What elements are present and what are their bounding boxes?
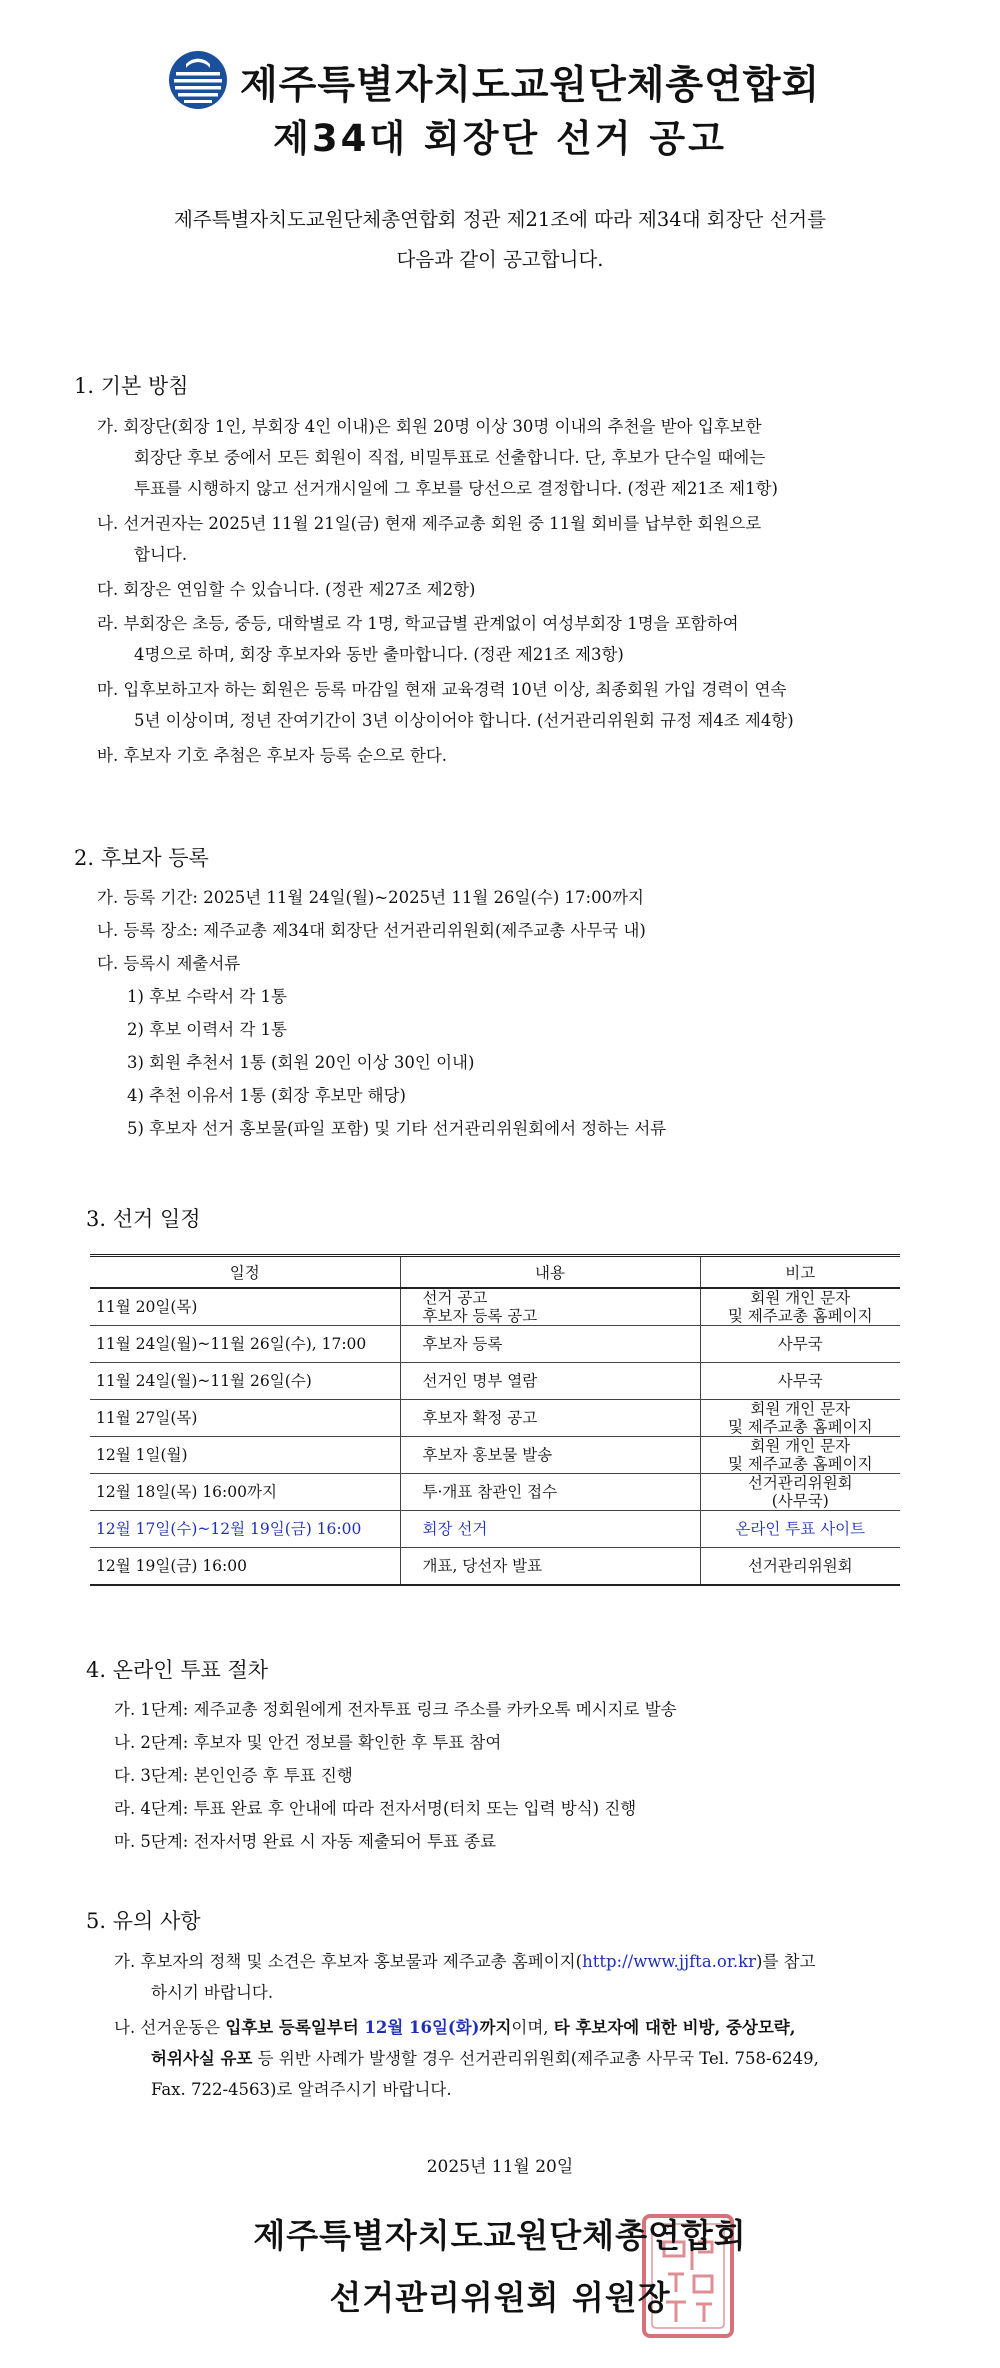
table-row	[90, 1474, 900, 1511]
notice-line	[114, 2014, 795, 2038]
schedule-note-line: 회원 개인 문자	[750, 1400, 851, 1418]
table-row	[90, 1326, 900, 1363]
table-header-row	[90, 1256, 900, 1289]
policy-line: 합니다.	[134, 545, 188, 564]
schedule-content	[400, 1326, 700, 1363]
schedule-note-line: 온라인 투표 사이트	[735, 1520, 866, 1538]
table-row	[90, 1400, 900, 1437]
org-title: 제주특별자치도교원단체총연합회	[240, 63, 821, 108]
notice-emphasis: 허위사실 유포	[151, 2049, 253, 2068]
notice-line	[114, 1948, 816, 1972]
schedule-content-line: 후보자 등록 공고	[422, 1307, 538, 1325]
notice-text: 나. 선거운동은	[114, 2018, 226, 2037]
schedule-note-line: 선거관리위원회	[747, 1557, 853, 1575]
notice-line	[151, 2045, 819, 2069]
schedule-date: 12월 19일(금) 16:00	[90, 1548, 400, 1586]
header	[0, 50, 1000, 160]
schedule-content-line: 선거 공고	[422, 1289, 488, 1307]
schedule-date: 11월 24일(월)~11월 26일(수)	[90, 1363, 400, 1400]
section-heading: 2. 후보자 등록	[74, 846, 209, 870]
column-header: 비고	[700, 1256, 900, 1289]
schedule-note-line: 선거관리위원회	[747, 1474, 853, 1492]
intro-line: 제주특별자치도교원단체총연합회 정관 제21조에 따라 제34대 회장단 선거를	[174, 208, 826, 231]
schedule-note	[700, 1400, 900, 1437]
notice-text: 가. 후보자의 정책 및 소견은 후보자 홍보물과 제주교총 홈페이지(	[114, 1952, 583, 1971]
table-row	[90, 1511, 900, 1548]
schedule-note	[700, 1437, 900, 1474]
schedule-content	[400, 1474, 700, 1511]
notice-text: )를 참고	[756, 1952, 816, 1971]
column-header: 내용	[400, 1256, 700, 1289]
voting-step: 다. 3단계: 본인인증 후 투표 진행	[114, 1766, 353, 1785]
federation-logo-icon	[168, 50, 228, 110]
policy-line: 나. 선거권자는 2025년 11월 21일(금) 현재 제주교총 회원 중 11월 회비를 납부한 회원으로	[97, 514, 762, 533]
policy-line: 라. 부회장은 초등, 중등, 대학별로 각 1명, 학교급별 관계없이 여성부회장 1명을 포함하여	[97, 614, 739, 633]
schedule-date: 11월 27일(목)	[90, 1400, 400, 1437]
schedule-note-line: 회원 개인 문자	[750, 1437, 851, 1455]
schedule-note	[700, 1548, 900, 1586]
intro-paragraph	[0, 200, 1000, 280]
document-item: 1) 후보 수락서 각 1통	[127, 987, 287, 1006]
schedule-content	[400, 1548, 700, 1586]
notice-text: 등 위반 사례가 발생할 경우 선거관리위원회(제주교총 사무국 Tel. 758-6249,	[252, 2049, 819, 2068]
schedule-note-line: 사무국	[777, 1335, 823, 1353]
notice-text: 이며,	[511, 2018, 554, 2037]
registration-line: 나. 등록 장소: 제주교총 제34대 회장단 선거관리위원회(제주교총 사무국 내)	[97, 921, 646, 940]
document-item: 4) 추천 이유서 1통 (회장 후보만 해당)	[127, 1086, 406, 1105]
section-heading: 4. 온라인 투표 절차	[86, 1658, 269, 1682]
intro-line: 다음과 같이 공고합니다.	[396, 248, 604, 271]
document-item: 3) 회원 추천서 1통 (회원 20인 이상 30인 이내)	[127, 1053, 475, 1072]
schedule-date: 11월 24일(월)~11월 26일(수), 17:00	[90, 1326, 400, 1363]
document-item: 5) 후보자 선거 홍보물(파일 포함) 및 기타 선거관리위원회에서 정하는 서류	[127, 1119, 667, 1138]
schedule-content-line: 후보자 확정 공고	[422, 1409, 538, 1427]
section-heading: 5. 유의 사항	[86, 1909, 201, 1933]
policy-line: 다. 회장은 연임할 수 있습니다. (정관 제27조 제2항)	[97, 580, 476, 599]
policy-line: 바. 후보자 기호 추첨은 후보자 등록 순으로 한다.	[97, 746, 448, 765]
schedule-date: 12월 17일(수)~12월 19일(금) 16:00	[90, 1511, 400, 1548]
schedule-content	[400, 1288, 700, 1326]
section-heading: 1. 기본 방침	[74, 374, 189, 398]
section-heading: 3. 선거 일정	[86, 1207, 201, 1231]
schedule-note	[700, 1474, 900, 1511]
signature-title: 선거관리위원회 위원장	[329, 2278, 671, 2317]
schedule-note	[700, 1326, 900, 1363]
voting-step: 가. 1단계: 제주교총 정회원에게 전자투표 링크 주소를 카카오톡 메시지로 발송	[114, 1700, 677, 1719]
table-row	[90, 1437, 900, 1474]
schedule-content	[400, 1437, 700, 1474]
policy-line: 회장단 후보 중에서 모든 회원이 직접, 비밀투표로 선출합니다. 단, 후보가 단수일 때에는	[134, 448, 766, 467]
schedule-content	[400, 1511, 700, 1548]
schedule-note	[700, 1288, 900, 1326]
announcement-date: 2025년 11월 20일	[426, 2157, 574, 2177]
table-row	[90, 1288, 900, 1326]
policy-line: 투표를 시행하지 않고 선거개시일에 그 후보를 당선으로 결정합니다. (정관 제21조 제1항)	[134, 479, 778, 498]
table-row	[90, 1548, 900, 1586]
homepage-link[interactable]: http://www.jjfta.or.kr	[582, 1952, 757, 1971]
schedule-note-line: 및 제주교총 홈페이지	[727, 1455, 873, 1473]
notice-emphasis: 입후보 등록일부터	[225, 2018, 365, 2037]
schedule-note	[700, 1363, 900, 1400]
schedule-table	[90, 1254, 900, 1586]
schedule-content	[400, 1363, 700, 1400]
voting-step: 라. 4단계: 투표 완료 후 안내에 따라 전자서명(터치 또는 입력 방식) 진행	[114, 1799, 637, 1818]
schedule-note-line: (사무국)	[771, 1492, 829, 1510]
schedule-date: 12월 18일(목) 16:00까지	[90, 1474, 400, 1511]
schedule-content-line: 투·개표 참관인 접수	[422, 1483, 558, 1501]
voting-step: 나. 2단계: 후보자 및 안건 정보를 확인한 후 투표 참여	[114, 1733, 502, 1752]
table-row	[90, 1363, 900, 1400]
signature-organization: 제주특별자치도교원단체총연합회	[253, 2216, 747, 2255]
schedule-content-line: 개표, 당선자 발표	[422, 1557, 543, 1575]
column-header: 일정	[90, 1256, 400, 1289]
notice-deadline: 12월 16일(화)	[364, 2018, 480, 2037]
policy-line: 5년 이상이며, 정년 잔여기간이 3년 이상이어야 합니다. (선거관리위원회 규정 제4조 제4항)	[134, 711, 794, 730]
schedule-content-line: 후보자 홍보물 발송	[422, 1446, 553, 1464]
schedule-note-line: 및 제주교총 홈페이지	[727, 1418, 873, 1436]
notice-emphasis: 까지	[479, 2018, 512, 2037]
notice-line: 하시기 바랍니다.	[151, 1983, 274, 2002]
schedule-content-line: 회장 선거	[422, 1520, 488, 1538]
schedule-note-line: 회원 개인 문자	[750, 1289, 851, 1307]
notice-emphasis: 타 후보자에 대한 비방, 중상모략,	[553, 2018, 796, 2037]
notice-line: Fax. 722-4563)로 알려주시기 바랍니다.	[151, 2080, 452, 2099]
schedule-note	[700, 1511, 900, 1548]
schedule-date: 12월 1일(월)	[90, 1437, 400, 1474]
policy-line: 마. 입후보하고자 하는 회원은 등록 마감일 현재 교육경력 10년 이상, 최종회원 가입 경력이 연속	[97, 680, 787, 699]
schedule-content-line: 후보자 등록	[422, 1335, 503, 1353]
policy-line: 4명으로 하며, 회장 후보자와 동반 출마합니다. (정관 제21조 제3항)	[134, 645, 624, 664]
schedule-date: 11월 20일(목)	[90, 1288, 400, 1326]
schedule-note-line: 및 제주교총 홈페이지	[727, 1307, 873, 1325]
schedule-content-line: 선거인 명부 열람	[422, 1372, 538, 1390]
policy-line: 가. 회장단(회장 1인, 부회장 4인 이내)은 회원 20명 이상 30명 이내의 추천을 받아 입후보한	[97, 417, 762, 436]
voting-step: 마. 5단계: 전자서명 완료 시 자동 제출되어 투표 종료	[114, 1832, 497, 1851]
registration-line: 다. 등록시 제출서류	[97, 954, 241, 973]
document-item: 2) 후보 이력서 각 1통	[127, 1020, 287, 1039]
schedule-content	[400, 1400, 700, 1437]
registration-line: 가. 등록 기간: 2025년 11월 24일(월)~2025년 11월 26일(수) 17:00까지	[97, 888, 644, 907]
schedule-note-line: 사무국	[777, 1372, 823, 1390]
document-title: 제34대 회장단 선거 공고	[273, 117, 727, 160]
